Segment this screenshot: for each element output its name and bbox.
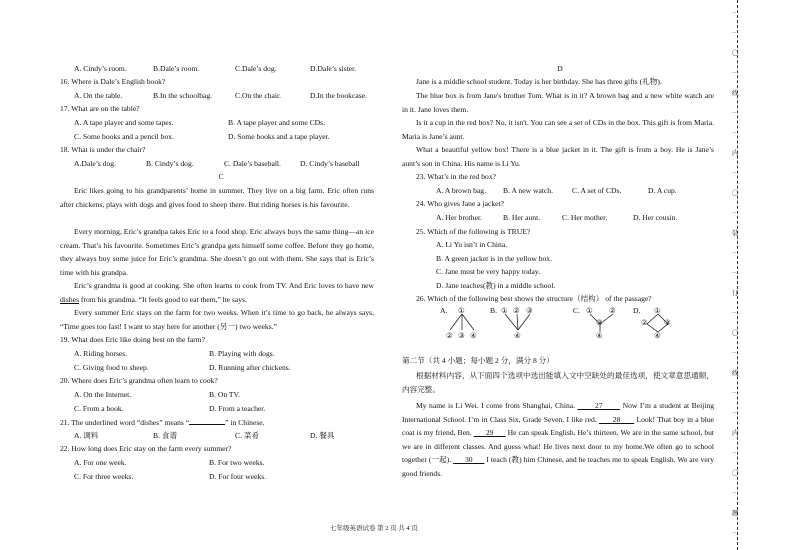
blank-29[interactable]	[474, 428, 506, 437]
q24-option-a[interactable]: A. Her brother.	[436, 213, 482, 222]
q26-d-node-3: ③	[664, 318, 671, 327]
q26-option-a-letter[interactable]: A.	[440, 306, 448, 315]
q24-option-b[interactable]: B. Her aunt.	[503, 213, 541, 222]
binding-label: 装	[732, 230, 739, 237]
binding-label: 线	[732, 90, 739, 97]
underlined-word-dishes: dishes	[60, 294, 79, 304]
binding-label: …	[732, 528, 739, 535]
q18-option-b[interactable]: B. Cindy’s dog.	[146, 159, 194, 168]
q21-text-a: 21. The underlined word “dishes” means “	[60, 418, 190, 427]
q16-option-d[interactable]: D.In the bookcase.	[310, 91, 367, 100]
question-20: 20. Where does Eric’s grandma often learn to cook?	[60, 376, 218, 385]
binding-label: 〇	[732, 190, 739, 197]
q15-option-b[interactable]: B.Dale’s room.	[153, 64, 200, 73]
q26-a-node-2: ②	[446, 331, 453, 340]
part-2-instructions: 根据材料内容，从下面四个选项中选出能填入文中空缺处的最佳选项，使文章意思通顺，内容完整。	[402, 371, 714, 394]
passage-d-paragraph-1: Jane is a middle school student. Today is her birthday. She has three gifts (礼物).	[416, 77, 662, 86]
q23-option-d[interactable]: D. A cup.	[648, 186, 677, 195]
q26-b-node-2: ②	[513, 306, 520, 315]
passage-d-paragraph-4: What a beautiful yellow box! There is a blue jacket in it. The gift is from a boy. He is Jane’s aunt’s son in China. His name is Li Yu.	[402, 145, 714, 168]
q26-c-node-4: ④	[596, 331, 603, 340]
q17-option-a[interactable]: A. A tape player and some tapes.	[74, 118, 174, 127]
blank-29-number: 29	[485, 428, 494, 438]
q17-option-d[interactable]: D. Some books and a tape player.	[228, 132, 330, 141]
binding-label: …	[732, 348, 739, 355]
q20-option-d[interactable]: D. From a teacher.	[209, 404, 266, 413]
q16-option-b[interactable]: B.In the schoolbag.	[153, 91, 213, 100]
binding-label: …	[732, 8, 739, 15]
cloze-sentence-3: Look! That boy in a blue coat is my friend, Ben.	[402, 414, 715, 438]
binding-label: 线	[732, 370, 739, 377]
question-25: 25. Which of the following is TRUE?	[416, 227, 531, 236]
q19-option-a[interactable]: A. Riding horses.	[74, 349, 128, 358]
question-16: 16. Where is Dale’s English book?	[60, 77, 166, 86]
q26-d-node-4: ④	[654, 331, 661, 340]
binding-label: …	[732, 68, 739, 75]
q19-option-c[interactable]: C. Giving food to sheep.	[74, 363, 149, 372]
q26-d-node-1: ①	[654, 306, 661, 315]
q18-option-d[interactable]: D. Cindy’s baseball	[300, 159, 360, 168]
cloze-sentence-2: Now I’m a student at Beijing International School. I’m in Class Six, Grade Seven. I like red.	[402, 401, 714, 424]
q26-a-node-4: ④	[470, 331, 477, 340]
passage-c-paragraph-1: Eric likes going to his grandparents’ home in summer. They live on a big farm. Eric often runs after chickens, plays with dogs and gives food to sheep there. But riding horses is his favourite.	[60, 186, 374, 209]
binding-label: …	[732, 28, 739, 35]
q26-c-node-1: ①	[586, 306, 593, 315]
binding-label: …	[732, 408, 739, 415]
passage-d-paragraph-3: Is it a cup in the red box? No, it isn't. You can see a set of CDs in the box. This gift is from Maria. Maria is Jane’s aunt.	[402, 118, 714, 141]
cloze-sentence-4: He can speak English. He’s thirteen. We are in the same school, but we are in different classes. And guess what! He lives next door to my home.We often go to school together (一起).	[402, 428, 715, 465]
q26-option-d-letter[interactable]: D.	[633, 306, 641, 315]
q26-c-node-2: ②	[609, 306, 616, 315]
section-d-heading: D	[557, 64, 563, 73]
cloze-sentence-1: My name is Li Wei. I come from Shanghai, China.	[416, 401, 576, 410]
binding-label: …	[732, 308, 739, 315]
binding-label: …	[732, 248, 739, 255]
binding-label: 内	[732, 150, 739, 157]
q26-option-b-letter[interactable]: B.	[490, 306, 497, 315]
question-23: 23. What’s in the red box?	[416, 172, 496, 181]
cloze-passage	[402, 399, 714, 481]
binding-label: …	[732, 388, 739, 395]
q21-option-a[interactable]: A. 调料	[74, 431, 99, 440]
binding-label: 〇	[732, 470, 739, 477]
q26-c-node-3: ③	[596, 318, 603, 327]
binding-label: 题	[732, 510, 739, 517]
q15-option-d[interactable]: D.Dale’s sister.	[310, 64, 357, 73]
question-26: 26. Which of the following best shows the structure（结构） of the passage?	[416, 294, 652, 303]
binding-label: 内	[732, 430, 739, 437]
q26-b-node-1: ①	[501, 306, 508, 315]
question-18: 18. What is under the chair?	[60, 145, 146, 154]
q16-option-c[interactable]: C.On the chair.	[235, 91, 281, 100]
passage-c-paragraph-2: Every morning, Eric’s grandpa takes Eric to a food shop. Eric always buys the same thing—an ice cream. That’s his favourite. Sometimes Eric’s grandpa gets himself some coffee. Before they go home, they always buy some juice for Eric’s grandma. She doesn’t go out with them. She says that is Eric’s time with his grandpa.	[60, 227, 374, 277]
q20-option-b[interactable]: B. On TV.	[209, 390, 240, 399]
question-21	[60, 415, 265, 430]
passage-c-paragraph-4: Every summer Eric stays on the farm for two weeks. When it’s time to go back, he always says, “Time goes too fast! I want to stay here for another (另一) two weeks.”	[60, 308, 374, 331]
q22-option-a[interactable]: A. For one week.	[74, 458, 127, 467]
q26-b-node-3: ③	[526, 306, 533, 315]
q20-option-a[interactable]: A. On the Internet.	[74, 390, 132, 399]
q16-option-a[interactable]: A. On the table.	[74, 91, 123, 100]
binding-margin-labels	[722, 0, 752, 550]
binding-label: …	[732, 128, 739, 135]
question-19: 19. What does Eric like doing best on the farm?	[60, 335, 205, 344]
q18-option-a[interactable]: A.Dale’s dog.	[74, 159, 116, 168]
blank-30[interactable]	[453, 455, 484, 464]
page-footer: 七年级英语试卷 第 2 页 共 4 页	[330, 525, 418, 532]
q22-option-b[interactable]: B. For two weeks.	[209, 458, 265, 467]
binding-label: 〇	[732, 50, 739, 57]
q24-option-d[interactable]: D. Her cousin.	[633, 213, 678, 222]
p3-text-b: from his grandma. “It feels good to eat them,” he says.	[78, 294, 247, 304]
q23-option-c[interactable]: C. A set of CDs.	[572, 186, 622, 195]
binding-label: …	[732, 448, 739, 455]
q26-a-node-3: ③	[458, 331, 465, 340]
binding-label: …	[732, 168, 739, 175]
passage-c-paragraph-3	[60, 279, 374, 306]
binding-label: …	[732, 108, 739, 115]
blank-27-number: 27	[595, 401, 603, 410]
q15-option-a[interactable]: A. Cindy’s room.	[74, 64, 127, 73]
blank-27[interactable]	[578, 401, 621, 410]
q18-option-c[interactable]: C. Dale’s baseball.	[224, 159, 281, 168]
binding-label: 〇	[732, 330, 739, 337]
q26-d-node-2: ②	[641, 318, 648, 327]
blank-28[interactable]	[599, 415, 634, 424]
q17-option-c[interactable]: C. Some books and a pencil box.	[74, 132, 174, 141]
part-2-title: 第二节（共 4 小题；每小题 2 分，满分 8 分）	[402, 356, 554, 365]
blank-30-number: 30	[464, 455, 473, 465]
q21-option-b[interactable]: B. 食谱	[153, 431, 178, 440]
passage-d-paragraph-2: The blue box is from Jane's brother Tom. What is in it? A brown bag and a new white watch are in it. Jane loves them.	[402, 91, 714, 114]
q15-option-c[interactable]: C.Dale’s dog.	[235, 64, 277, 73]
q21-option-c[interactable]: C. 菜肴	[235, 431, 260, 440]
q21-answer-blank[interactable]	[189, 415, 225, 425]
q21-option-d[interactable]: D. 餐具	[310, 431, 335, 440]
q20-option-c[interactable]: C. From a book.	[74, 404, 124, 413]
q25-option-b[interactable]: B. A green jacket is in the yellow box.	[436, 254, 552, 263]
q26-option-c-letter[interactable]: C.	[573, 306, 580, 315]
q22-option-c[interactable]: C. For three weeks.	[74, 472, 134, 481]
cloze-sentence-5: I teach (教) him Chinese, and he teaches me to speak English. We are very good friends.	[402, 455, 715, 478]
binding-label: …	[732, 268, 739, 275]
q19-option-b[interactable]: B. Playing with dogs.	[209, 349, 275, 358]
q19-option-d[interactable]: D. Running after chickens.	[209, 363, 291, 372]
binding-label: 订	[732, 290, 739, 297]
blank-28-number: 28	[612, 414, 621, 424]
question-17: 17. What are on the table?	[60, 104, 140, 113]
question-22: 22. How long does Eric stay on the farm every summer?	[60, 444, 232, 453]
q26-structure-options	[410, 302, 710, 342]
q23-option-a[interactable]: A. A brown bag.	[436, 186, 486, 195]
q17-option-b[interactable]: B. A tape player and some CDs.	[228, 118, 326, 127]
binding-label: …	[732, 488, 739, 495]
p3-text-a: Eric’s grandma is good at cooking. She often learns to cook from TV. And Eric loves to have new	[74, 281, 374, 290]
q26-a-node-1: ①	[458, 306, 465, 315]
q21-text-b: ” in Chinese.	[225, 418, 265, 427]
section-c-heading: C	[218, 172, 224, 181]
binding-label: …	[732, 208, 739, 215]
q25-option-d[interactable]: D. Jane teaches(教) in a middle school.	[436, 281, 556, 290]
q24-option-c[interactable]: C. Her mother.	[562, 213, 608, 222]
q22-option-d[interactable]: D. For four weeks.	[209, 472, 267, 481]
q23-option-b[interactable]: B. A new watch.	[503, 186, 553, 195]
q26-b-node-4: ④	[514, 331, 521, 340]
q25-option-c[interactable]: C. Jane must be very happy today.	[436, 267, 541, 276]
q25-option-a[interactable]: A. Li Yu isn’t in China.	[436, 240, 508, 249]
question-24: 24. Who gives Jane a jacket?	[416, 199, 504, 208]
